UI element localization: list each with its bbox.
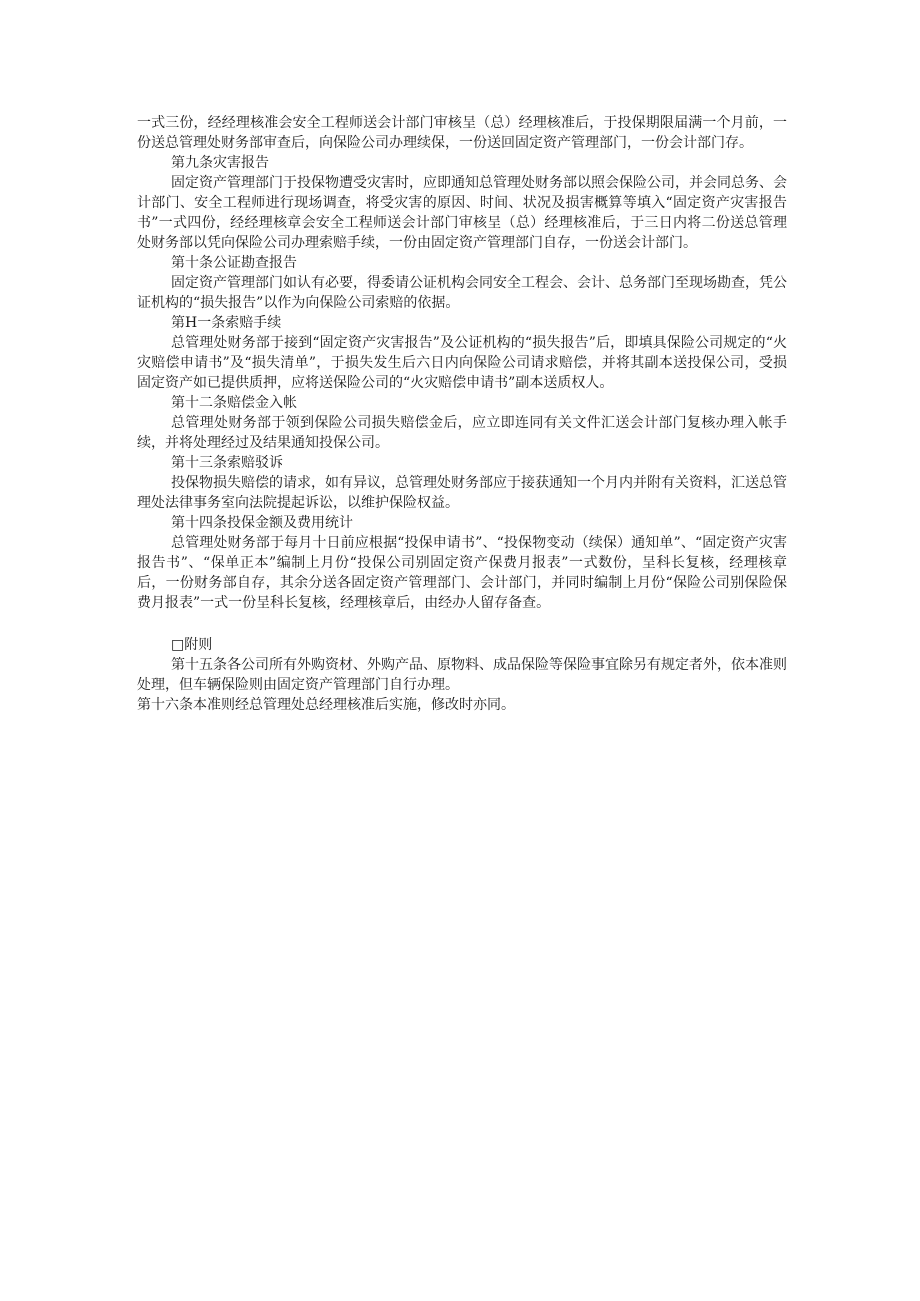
article-15-body: 第十五条各公司所有外购资材、外购产品、原物料、成品保险等保险事宜除另有规定者外，依本准则处理，但车辆保险则由固定资产管理部门自行办理。 — [137, 657, 787, 693]
article-14-body: 总管理处财务部于每月十日前应根据“投保申请书”、“投保物变动（续保）通知单”、“固定资产灾害报告书”、“保单正本”编制上月份“投保公司别固定资产保费月报表”一式数份，呈科长复核，经理核章后，一份财务部自存，其余分送各固定资产管理部门、会计部门，并同时编制上月份“保险公司别保险保费月报表”一式一份呈科长复核，经理核章后，由经办人留存备查。 — [137, 535, 787, 611]
article-16-body: 第十六条本准则经总管理处总经理核准后实施，修改时亦同。 — [137, 697, 515, 713]
article-9-body: 固定资产管理部门于投保物遭受灾害时，应即通知总管理处财务部以照会保险公司，并会同总务、会计部门、安全工程师进行现场调查，将受灾害的原因、时间、状况及损害概算等填入“固定资产灾害报告书”一式四份，经经理核章会安全工程师送会计部门审核呈（总）经理核准后，于三日内将二份送总管理处财务部以凭向保险公司办理索赔手续，一份由固定资产管理部门自存，一份送会计部门。 — [137, 175, 787, 251]
article-10-body: 固定资产管理部门如认有必要，得委请公证机构会同安全工程会、会计、总务部门至现场勘查，凭公证机构的“损失报告”以作为向保险公司索赔的依据。 — [137, 275, 787, 311]
article-12-body: 总管理处财务部于领到保险公司损失赔偿金后，应立即连同有关文件汇送会计部门复核办理入帐手续，并将处理经过及结果通知投保公司。 — [137, 415, 787, 451]
appendix-heading: □附则 — [171, 637, 213, 653]
section-spacer — [137, 613, 787, 635]
article-13-body: 投保物损失赔偿的请求，如有异议，总管理处财务部应于接获通知一个月内并附有关资料，汇送总管理处法律事务室向法院提起诉讼，以维护保险权益。 — [137, 475, 787, 511]
article-14-heading: 第十四条投保金额及费用统计 — [171, 515, 353, 531]
paragraph-continuation: 一式三份，经经理核准会安全工程师送会计部门审核呈（总）经理核准后，于投保期限届满一个月前，一份送总管理处财务部审查后，向保险公司办理续保，一份送回固定资产管理部门，一份会计部门存。 — [137, 115, 787, 151]
article-10-heading: 第十条公证勘查报告 — [171, 255, 297, 271]
document-body — [137, 113, 787, 715]
article-9-heading: 第九条灾害报告 — [171, 155, 269, 171]
article-12-heading: 第十二条赔偿金入帐 — [171, 395, 297, 411]
article-13-heading: 第十三条索赔驳诉 — [171, 455, 283, 471]
article-11-body: 总管理处财务部于接到“固定资产灾害报告”及公证机构的“损失报告”后，即填具保险公司规定的“火灾赔偿申请书”及“损失清单”，于损失发生后六日内向保险公司请求赔偿，并将其副本送投保公司，受损固定资产如已提供质押，应将送保险公司的“火灾赔偿申请书”副本送质权人。 — [137, 335, 787, 391]
article-11-heading: 第H一条索赔手续 — [171, 315, 282, 331]
